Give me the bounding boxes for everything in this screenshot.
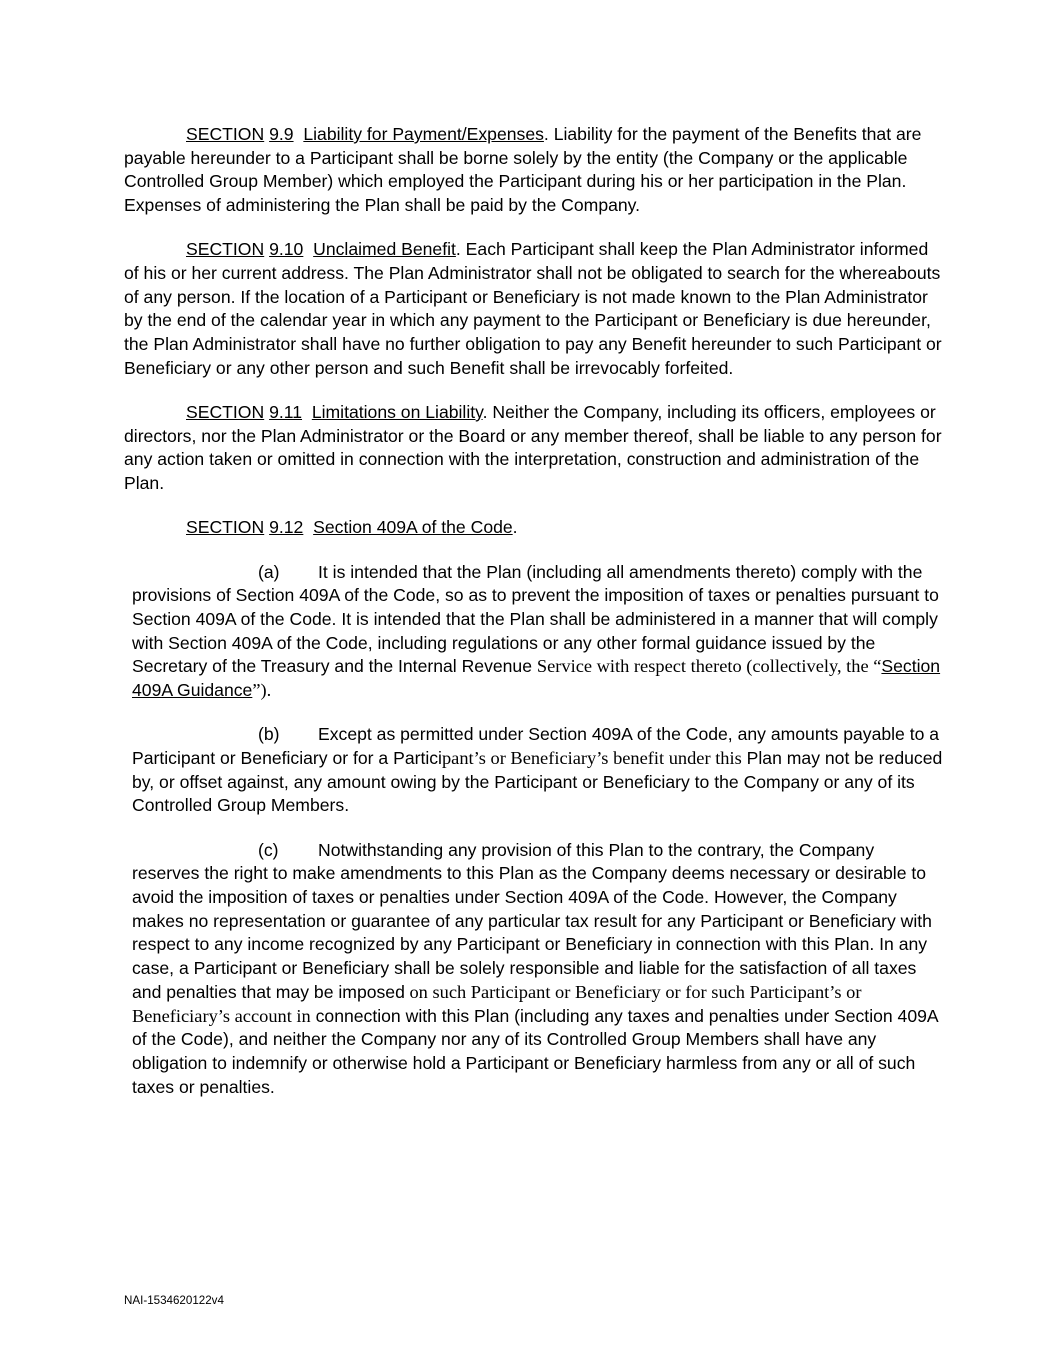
subsection-text-serif: on such Participant or Beneficiary or for such Participant’s or Beneficiary’s account in [132, 981, 862, 1026]
subsection-label: (a) [258, 561, 280, 582]
subsection-text-end: connection with this Plan (including any taxes and penalties under Section 409A of the Code), and neither the Company nor any of its Controlled Group Members shall have any obligation to indemnify or otherwise hold a Participant or Beneficiary harmless from any or all of such taxes or penalties. [132, 1005, 938, 1097]
section-9-9 [124, 123, 944, 218]
subsection-b [132, 723, 944, 818]
subsection-text-serif: pant’s or Beneficiary’s benefit under this [441, 747, 742, 768]
section-number: 9.12 [269, 517, 304, 538]
section-number: 9.9 [269, 124, 294, 144]
subsection-label: (b) [258, 724, 280, 745]
subsection-c [132, 839, 944, 1100]
section-9-10 [124, 238, 944, 380]
section-label: SECTION [186, 517, 265, 538]
section-text: . Each Participant shall keep the Plan Administrator informed of his or her current address. The Plan Administrator shall not be obligated to search for the whereabouts of any person. If the location of a Participant or Beneficiary is not made known to the Plan Administrator by the end of the calendar year in which any payment to the Participant or Beneficiary is due hereunder, the Plan Administrator shall have no further obligation to pay any Benefit hereunder to such Participant or Beneficiary or any other person and such Benefit shall be irrevocably forfeited. [124, 239, 942, 378]
defined-term: Section 409A Guidance [132, 656, 941, 701]
subsection-a [132, 561, 944, 703]
section-text: . Liability for the payment of the Benefits that are payable hereunder to a Participant shall be borne solely by the entity (the Company or the applicable Controlled Group Member) which employed the Participant during his or her participation in the Plan. Expenses of administering the Plan shall be paid by the Company. [124, 124, 922, 216]
section-number: 9.11 [269, 402, 303, 423]
section-9-11 [124, 401, 944, 496]
section-9-12 [124, 516, 944, 540]
section-title: Unclaimed Benefit [313, 239, 456, 260]
subsection-text-serif: Service with respect thereto (collectively, the “ [536, 656, 882, 677]
section-label: SECTION [186, 239, 265, 260]
section-text: . Neither the Company, including its officers, employees or directors, nor the Plan Administrator or the Board or any member thereof, shall be liable to any person for any action taken or omitted in connection with the interpretation, construction and administration of the Plan. [124, 402, 942, 494]
section-number: 9.10 [269, 239, 304, 260]
subsection-text: Except as permitted under Section 409A of the Code, any amounts payable to a Participant or Beneficiary or for a Partici [132, 724, 940, 768]
section-period: . [512, 517, 518, 538]
section-title: Section 409A of the Code [313, 517, 513, 538]
subsection-text: It is intended that the Plan (including all amendments thereto) comply with the provisions of Section 409A of the Code, so as to prevent the imposition of taxes or penalties pursuant to Section 409A of the Code. It is intended that the Plan shall be administered in a manner that will comply with Section 409A of the Code, including regulations or any other formal guidance issued by the Secretary of the Treasury and the Internal Revenue [132, 561, 939, 677]
section-label: SECTION [186, 402, 265, 423]
document-body [124, 123, 944, 1099]
document-id-footer: NAI-1534620122v4 [124, 1294, 224, 1307]
subsection-text: Notwithstanding any provision of this Plan to the contrary, the Company reserves the right to make amendments to this Plan as the Company deems necessary or desirable to avoid the imposition of taxes or penalties under Section 409A of the Code. However, the Company makes no representation or guarantee of any particular tax result for any Participant or Beneficiary with respect to any income recognized by any Participant or Beneficiary in connection with this Plan. In any case, a Participant or Beneficiary shall be solely responsible and liable for the satisfaction of all taxes and penalties that may be imposed [132, 839, 932, 1002]
subsection-end: ”). [252, 680, 272, 701]
section-label: SECTION [186, 124, 265, 144]
section-title: Limitations on Liability [311, 402, 483, 423]
section-title: Liability for Payment/Expenses [303, 124, 544, 144]
subsection-label: (c) [258, 839, 279, 860]
subsection-text-end: Plan may not be reduced by, or offset against, any amount owing by the Participant or Beneficiary to the Company or any of its Controlled Group Members. [132, 747, 943, 816]
